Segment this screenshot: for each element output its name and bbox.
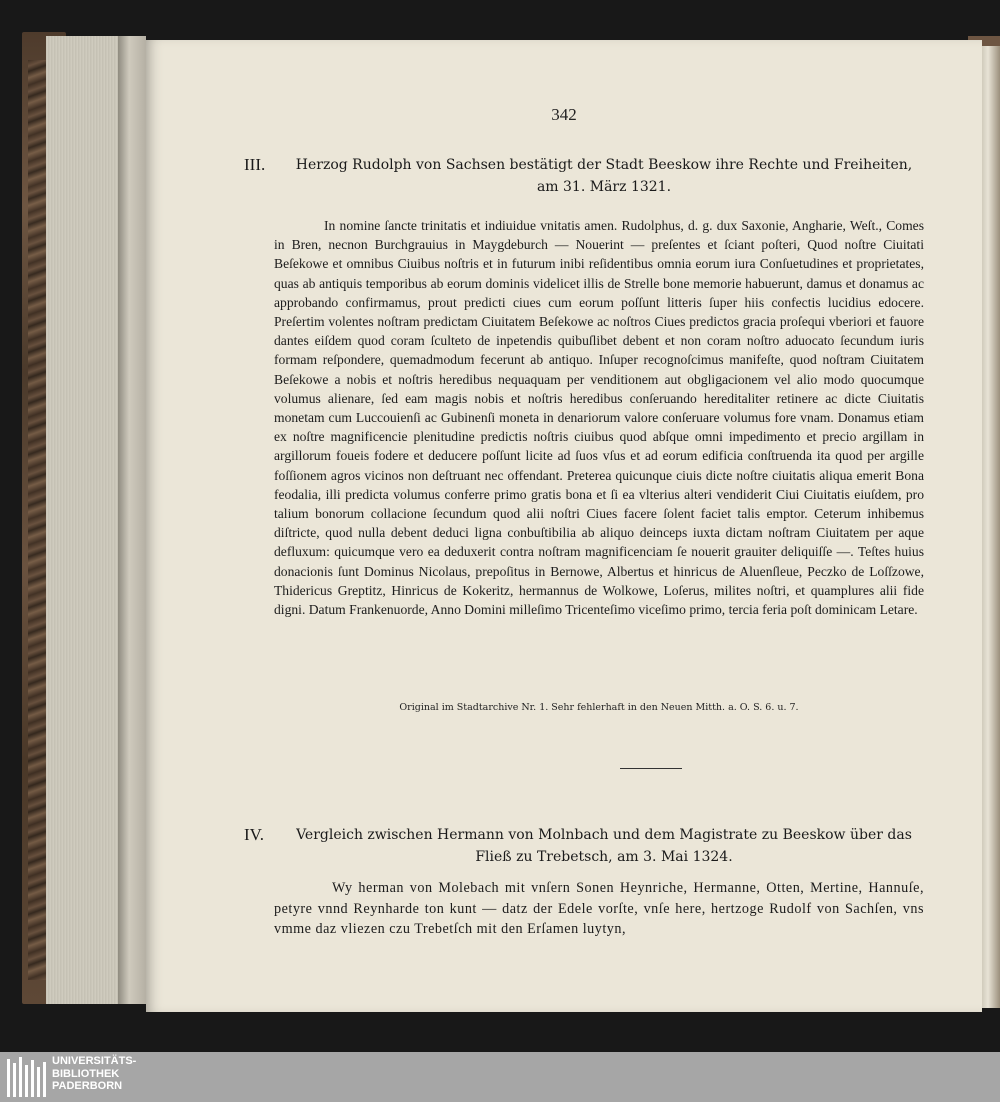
section-iv-heading	[244, 824, 934, 868]
library-logo-icon	[6, 1055, 48, 1099]
library-footer-bar	[0, 1052, 1000, 1102]
section-iii-heading	[244, 154, 934, 198]
section-iv-title-line1: Vergleich zwischen Hermann von Molnbach und dem Magistrate zu Beeskow über das	[296, 827, 912, 843]
page-block-shadow	[118, 36, 146, 1004]
section-iv-body: Wy herman von Molebach mit vnſern Sonen Heynriche, Hermanne, Otten, Mertine, Hannuſe, petyre vnnd Reynharde ton kunt — datz der Edele vorſte, vnſe here, hertzoge Rudolf von Sachſen, vns vmme daz vliezen czu Trebetſch mit den Erſamen luytyn,	[274, 880, 924, 937]
section-iv-numeral: IV.	[244, 825, 264, 844]
section-iii-body: In nomine ſancte trinitatis et indiuidue vnitatis amen. Rudolphus, d. g. dux Saxonie, Angharie, Weſt., Comes in Bren, necnon Burchgrauius in Maygdeburch — Nouerint — preſentes et ſciant poſteri, Quod noſtre Ciuitati Beſekowe et omnibus Ciuibus noſtris et in futurum inibi reſidentibus omnia eorum iura Conſuetudines et proprietates, quas ab antiquis temporibus ab eorum dominis videlicet illis de Strelle bone memorie habuerunt, damus et donamus ac approbando confirmamus, prout predicti ciues cum eorum poſſunt litteris ſuper hiis confectis lucidius edocere. Preſertim volentes noſtram predictam Ciuitatem Beſekowe ac noſtros Ciues predictos gracia proſequi vberiori et fauore dantes eiſdem quod coram ſculteto de inpetendis quibuſlibet debent et non coram noſtro aduocato ſecundum iuris formam reſpondere, quemadmodum fecerunt ab antiquo. Inſuper recognoſcimus manifeſte, quod noſtram Ciuitatem Beſekowe a nobis et noſtris heredibus nequaquam per venditionem aut obgligacionem vel alio modo quocumque volumus alienare, ſed eam magis nobis et noſtris heredibus conſeruando hereditaliter retinere ac dicte Ciuitatis monetam cum Luccouienſi ac Gubinenſi moneta in denariorum valore conſeruare volumus fore vnam. Donamus etiam ex noſtre magnificencie plenitudine predictis noſtris ciuibus quod abſque omni impedimento et precio argillam in argillorum foueis fodere et deducere poſſunt licite ad ſuos vſus et ad eorum edificia conſtruenda ita quod per argille foſſionem agros vicinos non deſtruant nec offendant. Preterea quicunque ciuis dicte noſtre ciuitatis aliqua emerit Bona feodalia, illi predicta volumus conferre primo gratis bona et ſi ea vlterius alteri vendiderit Ciui Ciuitatis eiuſdem, pro talium bonorum collacione ſecundum quod alii noſtri Ciues facere ſolent faciet talis emptor. Ceterum inhibemus diſtricte, quod nulla debent deduci ligna conbuſtibilia ab aliquo deinceps iuxta dictam noſtram Ciuitatem per aque defluxum: quicumque vero ea deduxerit contra noſtram magnificenciam ſe nouerit grauiter deliquiſſe —. Teſtes huius donacionis ſunt Dominus Nicolaus, prepoſitus in Bernowe, Albertus et hinricus de Aluenſleue, Peczko de Loſſzowe, Thidericus Greptitz, Hinricus de Kokeritz, hermannus de Wolkowe, Loſerus, milites noſtri, et quamplures alii fide digni. Datum Frankenuorde, Anno Domini milleſimo Tricenteſimo viceſimo primo, tercia feria poſt dominicam Letare.	[274, 218, 924, 618]
section-iv-title-line2: Fließ zu Trebetsch, am 3. Mai 1324.	[475, 849, 733, 865]
section-iv-charter-text	[274, 878, 924, 940]
library-logo-text	[52, 1055, 136, 1093]
section-iii-title-line2: am 31. März 1321.	[536, 179, 672, 195]
page-number: 342	[551, 105, 577, 124]
page-block-edges	[46, 36, 124, 1004]
right-cover-edge	[980, 38, 1000, 1008]
section-iii-title-line1: Herzog Rudolph von Sachsen bestätigt der Stadt Beeskow ihre Rechte und Freiheiten,	[295, 157, 913, 173]
section-iii-charter-text	[274, 216, 924, 619]
book-page	[146, 40, 982, 1012]
section-iii-numeral: III.	[244, 155, 266, 174]
logo-line-3: PADERBORN	[52, 1080, 123, 1092]
section-divider	[620, 768, 682, 769]
logo-line-1: UNIVERSITÄTS-	[52, 1055, 137, 1067]
logo-line-2: BIBLIOTHEK	[52, 1067, 120, 1080]
section-iii-source-note: Original im Stadtarchive Nr. 1. Sehr fehlerhaft in den Neuen Mitth. a. O. S. 6. u. 7.	[399, 702, 799, 713]
